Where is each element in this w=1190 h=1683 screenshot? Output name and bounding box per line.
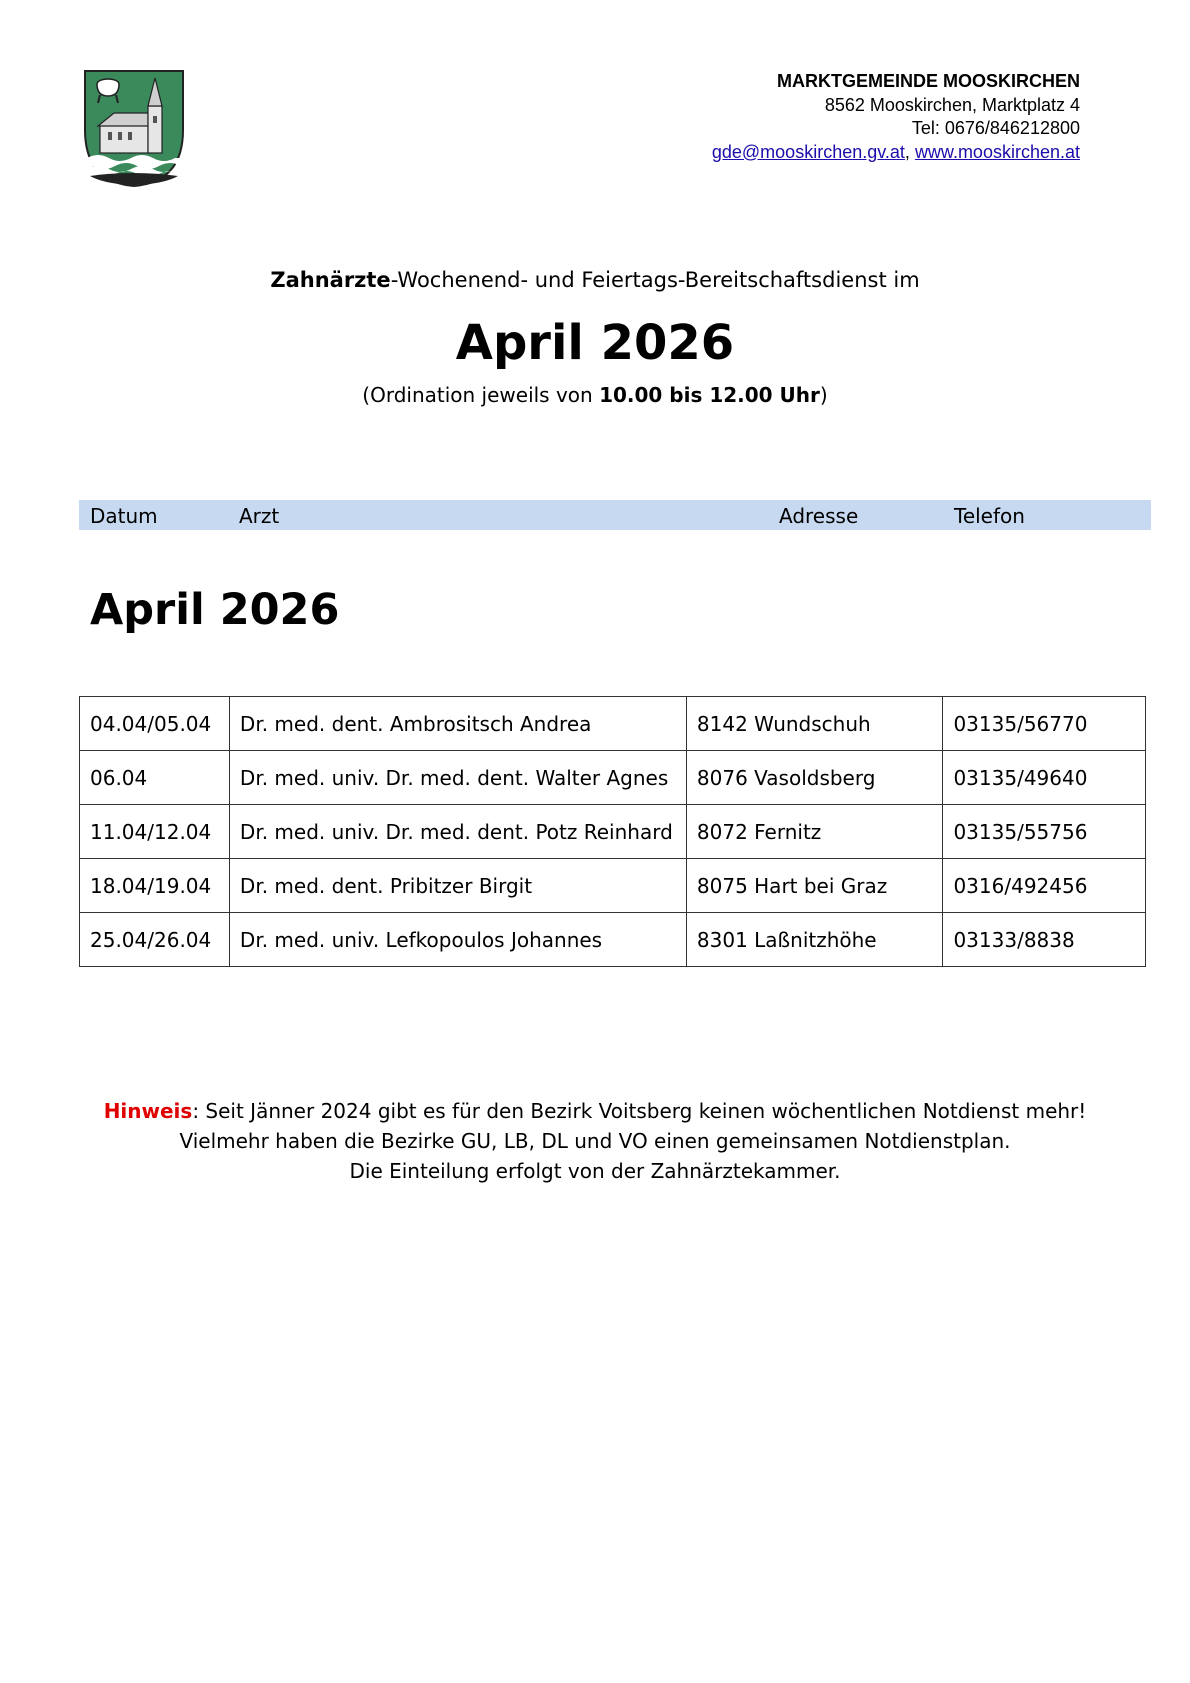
hours-open-paren: ( <box>362 383 371 407</box>
document-subtitle <box>0 268 1190 292</box>
organization-links <box>712 141 1080 165</box>
organization-name: MARKTGEMEINDE MOOSKIRCHEN <box>776 71 1080 91</box>
phone-cell: 03133/8838 <box>943 913 1146 967</box>
doctor-cell: Dr. med. univ. Lefkopoulos Johannes <box>229 913 686 967</box>
date-cell: 06.04 <box>80 751 230 805</box>
notice-line-3: Die Einteilung erfolgt von der Zahnärztekammer. <box>349 1159 841 1183</box>
doctor-cell: Dr. med. univ. Dr. med. dent. Potz Reinhard <box>229 805 686 859</box>
phone-cell: 03135/56770 <box>943 697 1146 751</box>
notice-line-2: Vielmehr haben die Bezirke GU, LB, DL und VO einen gemeinsamen Notdienstplan. <box>179 1129 1011 1153</box>
subtitle-rest: -Wochenend- und Feiertags-Bereitschaftsdienst im <box>390 268 920 292</box>
notice-line-1 <box>0 1096 1190 1126</box>
table-row <box>80 805 1146 859</box>
date-cell: 18.04/19.04 <box>80 859 230 913</box>
date-cell: 25.04/26.04 <box>80 913 230 967</box>
address-cell: 8072 Fernitz <box>686 805 943 859</box>
table-row <box>80 913 1146 967</box>
notice-label: Hinweis <box>103 1099 193 1123</box>
phone-cell: 03135/55756 <box>943 805 1146 859</box>
table-row <box>80 859 1146 913</box>
ordination-hours <box>0 383 1190 407</box>
hours-time: 10.00 bis 12.00 Uhr <box>599 383 820 407</box>
phone-cell: 03135/49640 <box>943 751 1146 805</box>
column-header-date: Datum <box>90 504 158 528</box>
month-heading: April 2026 <box>90 585 340 635</box>
doctor-cell: Dr. med. dent. Ambrositsch Andrea <box>229 697 686 751</box>
document-title: April 2026 <box>455 315 735 371</box>
organization-phone: Tel: 0676/846212800 <box>911 118 1080 138</box>
address-cell: 8076 Vasoldsberg <box>686 751 943 805</box>
phone-cell: 0316/492456 <box>943 859 1146 913</box>
notice-line-1-text: : Seit Jänner 2024 gibt es für den Bezirk Voitsberg keinen wöchentlichen Notdienst mehr! <box>192 1099 1087 1123</box>
duty-schedule-table <box>79 696 1146 967</box>
address-cell: 8301 Laßnitzhöhe <box>686 913 943 967</box>
email-link[interactable]: gde@mooskirchen.gv.at <box>711 141 905 162</box>
date-cell: 04.04/05.04 <box>80 697 230 751</box>
organization-contact <box>712 70 1080 164</box>
hours-close-paren: ) <box>819 383 828 407</box>
column-header-bar <box>79 500 1151 530</box>
notice-block <box>0 1096 1190 1186</box>
table-row <box>80 697 1146 751</box>
column-header-phone: Telefon <box>954 504 1025 528</box>
link-separator: , <box>904 141 915 162</box>
doctor-cell: Dr. med. dent. Pribitzer Birgit <box>229 859 686 913</box>
website-link[interactable]: www.mooskirchen.at <box>914 141 1080 162</box>
table-row <box>80 751 1146 805</box>
subtitle-bold: Zahnärzte <box>270 268 391 292</box>
column-header-address: Adresse <box>779 504 859 528</box>
address-cell: 8075 Hart bei Graz <box>686 859 943 913</box>
address-cell: 8142 Wundschuh <box>686 697 943 751</box>
doctor-cell: Dr. med. univ. Dr. med. dent. Walter Agnes <box>229 751 686 805</box>
date-cell: 11.04/12.04 <box>80 805 230 859</box>
organization-address: 8562 Mooskirchen, Marktplatz 4 <box>824 94 1080 115</box>
hours-prefix: Ordination jeweils von <box>370 383 600 407</box>
column-header-doctor: Arzt <box>239 504 280 528</box>
municipal-crest-logo <box>84 70 184 187</box>
